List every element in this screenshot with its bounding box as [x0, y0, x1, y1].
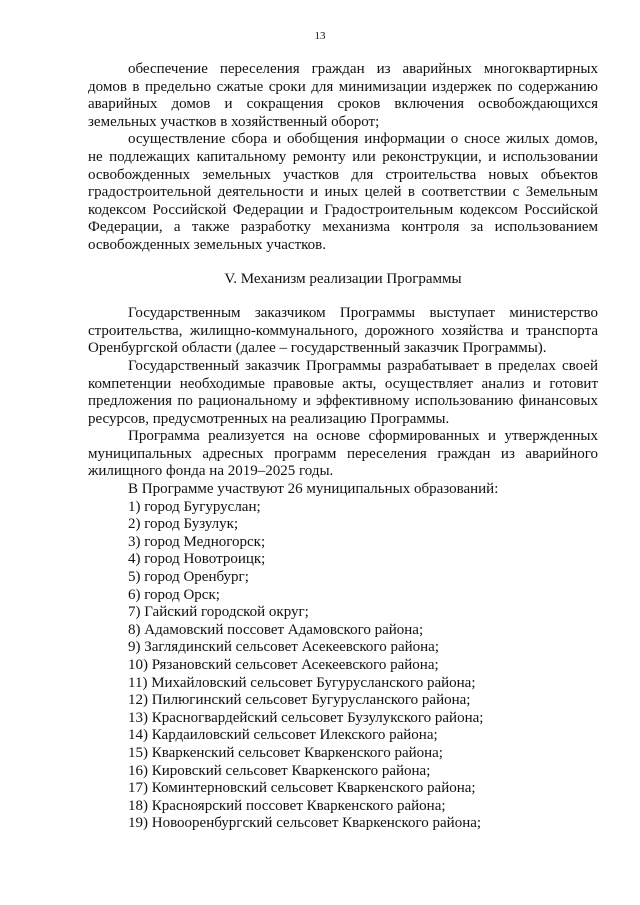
paragraph: Государственным заказчиком Программы выступает министерство строительства, жилищно-коммунального, дорожного хозяйства и транспорта Оренбургской области (далее – государственный заказчик Программы).	[88, 305, 598, 357]
municipalities-list	[88, 499, 598, 833]
section-heading: V. Механизм реализации Программы	[224, 270, 462, 287]
paragraph: Программа реализуется на основе сформированных и утвержденных муниципальных адресных программ переселения граждан из аварийного жилищного фонда на 2019–2025 годы.	[88, 428, 598, 480]
paragraph: обеспечение переселения граждан из аварийных многоквартирных домов в предельно сжатые сроки для минимизации издержек по содержанию аварийных домов и сокращения сроков включения освобождающихся земельных участков в хозяйственный оборот;	[88, 61, 598, 130]
list-item: 17) Коминтерновский сельсовет Кваркенского района;	[128, 780, 476, 797]
list-item: 7) Гайский городской округ;	[128, 604, 309, 621]
list-item: 13) Красногвардейский сельсовет Бузулукского района;	[128, 709, 484, 726]
page-number: 13	[314, 30, 326, 42]
list-item: 5) город Оренбург;	[128, 569, 249, 586]
list-intro: В Программе участвуют 26 муниципальных образований:	[128, 481, 499, 498]
list-item: 1) город Бугуруслан;	[128, 498, 261, 515]
list-item: 6) город Орск;	[128, 586, 220, 603]
list-item: 3) город Медногорск;	[128, 533, 266, 550]
list-item: 11) Михайловский сельсовет Бугурусланского района;	[128, 674, 476, 691]
list-item: 10) Рязановский сельсовет Асекеевского района;	[128, 657, 439, 673]
list-item: 8) Адамовский поссовет Адамовского района;	[128, 621, 424, 638]
list-item: 16) Кировский сельсовет Кваркенского района;	[128, 762, 431, 779]
list-item: 14) Кардаиловский сельсовет Илекского района;	[128, 727, 438, 744]
list-item: 15) Кваркенский сельсовет Кваркенского района;	[128, 744, 443, 761]
list-item: 19) Новооренбургский сельсовет Кваркенского района;	[128, 815, 482, 832]
document-body	[88, 61, 598, 833]
list-item: 18) Красноярский поссовет Кваркенского района;	[128, 797, 446, 814]
paragraph: Государственный заказчик Программы разрабатывает в пределах своей компетенции необходимые правовые акты, осуществляет анализ и готовит предложения по рациональному и эффективному использованию финансовых ресурсов, предусмотренных на реализацию Программы.	[88, 357, 598, 427]
list-item: 9) Заглядинский сельсовет Асекеевского района;	[128, 639, 440, 656]
list-item: 12) Пилюгинский сельсовет Бугурусланского района;	[128, 692, 471, 709]
list-item: 4) город Новотроицк;	[128, 551, 266, 568]
list-item: 2) город Бузулук;	[128, 516, 239, 533]
paragraph: осуществление сбора и обобщения информации о сносе жилых домов, не подлежащих капитальному ремонту или реконструкции, и использовании освобожденных земельных участков для строительства новых объектов градостроительной деятельности и иных целей в соответствии с Земельным кодексом Российской Федерации и Градостроительным кодексом Российской Федерации, а также разработку механизма контроля за использованием освобожденных земельных участков.	[88, 131, 598, 253]
